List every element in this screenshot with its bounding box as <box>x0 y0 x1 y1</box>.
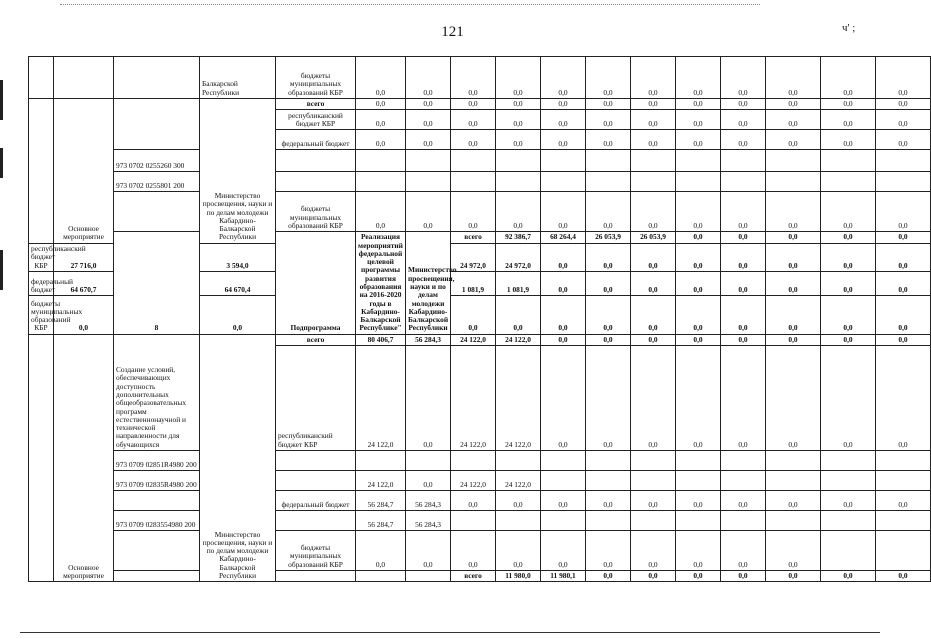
value-cell: 0,0 <box>496 110 541 130</box>
value-cell: 0,0 <box>676 243 721 271</box>
num-cell: 8 <box>114 232 200 334</box>
value-cell: 0,0 <box>496 99 541 110</box>
value-cell: 0,0 <box>766 490 821 510</box>
value-cell: 0,0 <box>451 110 496 130</box>
value-cell <box>496 172 541 192</box>
value-cell: 0,0 <box>541 243 586 271</box>
value-cell <box>356 172 406 192</box>
value-cell: 0,0 <box>541 334 586 345</box>
value-cell: 0,0 <box>586 243 631 271</box>
table-row <box>29 192 931 232</box>
value-cell: 0,0 <box>54 296 114 335</box>
value-cell: 0,0 <box>541 192 586 232</box>
source-cell: всего <box>451 570 496 581</box>
table-cell <box>114 192 200 232</box>
table-cell <box>29 57 54 99</box>
value-cell: 0,0 <box>406 345 451 450</box>
table-cell <box>276 510 356 530</box>
value-cell: 0,0 <box>821 130 876 150</box>
table-cell <box>406 570 451 581</box>
value-cell: 0,0 <box>876 490 931 510</box>
value-cell: 0,0 <box>356 110 406 130</box>
value-cell: 0,0 <box>721 271 766 295</box>
table-row <box>29 450 931 470</box>
value-cell <box>406 172 451 192</box>
value-cell: 0,0 <box>676 99 721 110</box>
value-cell: 0,0 <box>451 192 496 232</box>
value-cell: 0,0 <box>821 243 876 271</box>
value-cell: 0,0 <box>586 271 631 295</box>
value-cell: 0,0 <box>766 130 821 150</box>
value-cell: 0,0 <box>821 57 876 99</box>
value-cell: 0,0 <box>586 530 631 570</box>
value-cell: 24 122,0 <box>496 334 541 345</box>
value-cell: 0,0 <box>821 490 876 510</box>
value-cell: 0,0 <box>406 192 451 232</box>
value-cell <box>631 150 676 172</box>
value-cell <box>676 450 721 470</box>
binder-mark <box>0 148 3 178</box>
value-cell <box>821 510 876 530</box>
value-cell <box>721 470 766 490</box>
value-cell <box>721 510 766 530</box>
value-cell: 0,0 <box>586 570 631 581</box>
value-cell: 0,0 <box>876 243 931 271</box>
value-cell <box>541 450 586 470</box>
executor-cell: Министерство просвещения, науки и по делам молодежи Кабардино-Балкарской Республики <box>200 334 276 582</box>
type-cell: Подпрограмма <box>276 232 356 334</box>
source-cell: республиканский бюджет КБР <box>29 243 54 271</box>
value-cell: 0,0 <box>631 490 676 510</box>
table-cell <box>276 172 356 192</box>
value-cell: 0,0 <box>631 271 676 295</box>
value-cell: 0,0 <box>406 470 451 490</box>
value-cell <box>356 150 406 172</box>
value-cell: 0,0 <box>631 110 676 130</box>
executor-cell: Министерство просвещения, науки и по делам молодежи Кабардино-Балкарской Республики <box>200 99 276 244</box>
value-cell: 0,0 <box>496 57 541 99</box>
value-cell: 0,0 <box>766 110 821 130</box>
value-cell: 0,0 <box>676 345 721 450</box>
value-cell <box>586 172 631 192</box>
value-cell: 0,0 <box>721 570 766 581</box>
value-cell <box>876 172 931 192</box>
table-row <box>29 334 931 345</box>
value-cell: 0,0 <box>541 110 586 130</box>
value-cell: 0,0 <box>676 57 721 99</box>
value-cell: 0,0 <box>631 334 676 345</box>
value-cell: 0,0 <box>766 296 821 335</box>
table-cell <box>54 57 114 99</box>
value-cell <box>876 150 931 172</box>
value-cell: 0,0 <box>766 570 821 581</box>
name-cell: Создание условий, обеспечивающих доступность дополнительных общеобразовательных программ естественнонаучной и технической направленности для обучающихся <box>114 334 200 450</box>
value-cell <box>766 510 821 530</box>
value-cell: 0,0 <box>676 271 721 295</box>
value-cell <box>766 450 821 470</box>
value-cell: 0,0 <box>766 271 821 295</box>
value-cell: 0,0 <box>766 334 821 345</box>
value-cell: 56 284,7 <box>356 490 406 510</box>
value-cell: 0,0 <box>541 99 586 110</box>
value-cell: 0,0 <box>821 345 876 450</box>
value-cell: 24 122,0 <box>451 470 496 490</box>
bottom-scan-line <box>20 632 880 633</box>
value-cell <box>356 450 406 470</box>
value-cell: 0,0 <box>631 130 676 150</box>
value-cell: 0,0 <box>676 530 721 570</box>
source-cell: всего <box>276 99 356 110</box>
value-cell: 0,0 <box>451 490 496 510</box>
value-cell <box>451 172 496 192</box>
value-cell: 0,0 <box>766 345 821 450</box>
value-cell <box>541 150 586 172</box>
value-cell: 1 081,9 <box>451 271 496 295</box>
table-cell <box>276 450 356 470</box>
value-cell: 0,0 <box>631 192 676 232</box>
value-cell <box>876 510 931 530</box>
value-cell: 0,0 <box>541 130 586 150</box>
value-cell: 56 284,3 <box>406 334 451 345</box>
value-cell <box>766 172 821 192</box>
value-cell <box>721 172 766 192</box>
value-cell: 0,0 <box>721 345 766 450</box>
value-cell: 0,0 <box>676 130 721 150</box>
value-cell: 26 053,9 <box>631 232 676 243</box>
value-cell: 0,0 <box>406 110 451 130</box>
value-cell: 0,0 <box>766 99 821 110</box>
code-cell: 973 0709 02851R4980 200 <box>114 450 200 470</box>
value-cell <box>676 470 721 490</box>
value-cell: 0,0 <box>876 232 931 243</box>
value-cell <box>451 510 496 530</box>
value-cell: 0,0 <box>676 570 721 581</box>
table-cell <box>114 99 200 150</box>
value-cell <box>541 510 586 530</box>
value-cell: 0,0 <box>356 530 406 570</box>
table-cell <box>114 570 200 581</box>
value-cell: 0,0 <box>586 192 631 232</box>
code-cell: 973 0702 0255801 200 <box>114 172 200 192</box>
value-cell <box>821 172 876 192</box>
value-cell <box>766 150 821 172</box>
value-cell: 0,0 <box>541 296 586 335</box>
value-cell: 1 081,9 <box>496 271 541 295</box>
table-cell <box>276 470 356 490</box>
value-cell: 92 386,7 <box>496 232 541 243</box>
source-cell: бюджеты муниципальных образований КБР <box>276 530 356 570</box>
value-cell <box>586 510 631 530</box>
value-cell: 0,0 <box>876 334 931 345</box>
value-cell <box>586 450 631 470</box>
value-cell: 0,0 <box>496 490 541 510</box>
value-cell: 24 122,0 <box>451 345 496 450</box>
source-cell: всего <box>451 232 496 243</box>
value-cell: 56 284,3 <box>406 510 451 530</box>
value-cell: 24 122,0 <box>356 470 406 490</box>
value-cell <box>721 150 766 172</box>
value-cell <box>451 150 496 172</box>
value-cell: 0,0 <box>406 99 451 110</box>
table-row <box>29 510 931 530</box>
value-cell: 0,0 <box>766 243 821 271</box>
value-cell: 0,0 <box>766 530 821 570</box>
value-cell: 24 122,0 <box>356 345 406 450</box>
executor-cell: Министерство просвещения, науки и по делам молодежи Кабардино-Балкарской Республики <box>406 232 451 334</box>
source-cell: федеральный бюджет <box>276 490 356 510</box>
value-cell: 0,0 <box>821 570 876 581</box>
value-cell: 0,0 <box>356 99 406 110</box>
table-cell <box>29 99 54 244</box>
value-cell: 24 122,0 <box>496 470 541 490</box>
value-cell: 0,0 <box>721 490 766 510</box>
value-cell: 0,0 <box>631 57 676 99</box>
value-cell: 0,0 <box>876 271 931 295</box>
source-cell: федеральный бюджет <box>29 271 54 295</box>
table-cell <box>356 570 406 581</box>
table-cell <box>29 334 54 582</box>
source-cell: всего <box>276 334 356 345</box>
code-cell: 973 0709 02835R4980 200 <box>114 470 200 490</box>
value-cell <box>676 510 721 530</box>
value-cell: 0,0 <box>496 530 541 570</box>
value-cell: 0,0 <box>631 99 676 110</box>
value-cell: 56 284,7 <box>356 510 406 530</box>
value-cell <box>766 470 821 490</box>
value-cell: 0,0 <box>451 530 496 570</box>
value-cell: 0,0 <box>586 99 631 110</box>
value-cell: 0,0 <box>721 243 766 271</box>
value-cell: 80 406,7 <box>356 334 406 345</box>
value-cell: 0,0 <box>356 130 406 150</box>
value-cell <box>586 150 631 172</box>
value-cell: 0,0 <box>586 57 631 99</box>
value-cell: 0,0 <box>406 57 451 99</box>
value-cell: 0,0 <box>676 192 721 232</box>
type-cell: Основное мероприятие <box>54 99 114 244</box>
value-cell: 0,0 <box>876 110 931 130</box>
value-cell: 0,0 <box>676 296 721 335</box>
value-cell <box>721 450 766 470</box>
table-cell <box>114 57 200 99</box>
table-row <box>29 570 931 581</box>
value-cell <box>676 172 721 192</box>
value-cell: 24 972,0 <box>451 243 496 271</box>
binder-mark <box>0 250 3 290</box>
page-number: 121 <box>441 24 464 40</box>
value-cell: 0,0 <box>766 57 821 99</box>
value-cell: 0,0 <box>406 130 451 150</box>
table-row <box>29 150 931 172</box>
value-cell: 0,0 <box>631 570 676 581</box>
value-cell: 0,0 <box>200 296 276 335</box>
value-cell: 0,0 <box>821 99 876 110</box>
value-cell: 0,0 <box>876 345 931 450</box>
value-cell: 0,0 <box>721 334 766 345</box>
value-cell: 3 594,0 <box>200 243 276 271</box>
value-cell: 0,0 <box>631 243 676 271</box>
value-cell: 11 980,1 <box>541 570 586 581</box>
value-cell: 24 122,0 <box>496 345 541 450</box>
value-cell: 0,0 <box>451 99 496 110</box>
value-cell: 0,0 <box>451 130 496 150</box>
value-cell: 0,0 <box>876 192 931 232</box>
value-cell <box>631 470 676 490</box>
table-cell <box>114 490 200 510</box>
value-cell: 0,0 <box>721 110 766 130</box>
table-cell <box>276 570 356 581</box>
value-cell <box>631 172 676 192</box>
value-cell: 0,0 <box>876 99 931 110</box>
value-cell: 0,0 <box>876 57 931 99</box>
value-cell: 0,0 <box>356 57 406 99</box>
value-cell: 68 264,4 <box>541 232 586 243</box>
value-cell: 64 670,7 <box>54 271 114 295</box>
value-cell: 0,0 <box>676 334 721 345</box>
value-cell: 0,0 <box>821 192 876 232</box>
value-cell: 0,0 <box>676 110 721 130</box>
value-cell: 0,0 <box>721 232 766 243</box>
value-cell <box>821 530 876 570</box>
type-cell: Основное мероприятие <box>54 334 114 582</box>
value-cell: 0,0 <box>586 110 631 130</box>
value-cell: 24 122,0 <box>451 334 496 345</box>
value-cell: 24 972,0 <box>496 243 541 271</box>
source-cell: бюджеты муниципальных образований КБР <box>29 296 54 335</box>
table-row <box>29 470 931 490</box>
value-cell: 0,0 <box>541 490 586 510</box>
value-cell: 0,0 <box>721 130 766 150</box>
value-cell: 0,0 <box>721 99 766 110</box>
value-cell: 0,0 <box>451 296 496 335</box>
value-cell: 0,0 <box>496 296 541 335</box>
value-cell: 0,0 <box>676 490 721 510</box>
value-cell: 0,0 <box>356 192 406 232</box>
value-cell: 0,0 <box>541 530 586 570</box>
value-cell: 0,0 <box>631 530 676 570</box>
value-cell <box>876 530 931 570</box>
value-cell <box>631 510 676 530</box>
value-cell: 0,0 <box>821 296 876 335</box>
code-cell: 973 0702 0255260 300 <box>114 150 200 172</box>
value-cell <box>676 150 721 172</box>
value-cell: 0,0 <box>721 296 766 335</box>
value-cell <box>496 510 541 530</box>
value-cell: 0,0 <box>766 192 821 232</box>
value-cell <box>541 172 586 192</box>
value-cell: 0,0 <box>586 130 631 150</box>
value-cell <box>631 450 676 470</box>
table-cell <box>114 530 200 570</box>
value-cell: 0,0 <box>876 130 931 150</box>
source-cell: федеральный бюджет <box>276 130 356 150</box>
name-cell: Реализация мероприятий федеральной целевой программы развития образования на 2016-2020 годы в Кабардино-Балкарской Республике" <box>356 232 406 334</box>
value-cell: 0,0 <box>876 570 931 581</box>
binder-mark <box>0 80 3 120</box>
value-cell <box>821 450 876 470</box>
value-cell: 64 670,4 <box>200 271 276 295</box>
value-cell <box>586 470 631 490</box>
value-cell: 0,0 <box>876 296 931 335</box>
table-cell <box>276 150 356 172</box>
table-row <box>29 530 931 570</box>
value-cell: 0,0 <box>721 57 766 99</box>
value-cell: 0,0 <box>821 271 876 295</box>
value-cell <box>876 470 931 490</box>
value-cell: 0,0 <box>541 345 586 450</box>
value-cell <box>541 470 586 490</box>
value-cell <box>406 450 451 470</box>
value-cell: 0,0 <box>541 271 586 295</box>
value-cell: 0,0 <box>631 296 676 335</box>
value-cell <box>496 450 541 470</box>
value-cell: 0,0 <box>821 110 876 130</box>
value-cell: 0,0 <box>406 530 451 570</box>
corner-marks: ч' ; <box>842 22 856 34</box>
table-row <box>29 99 931 110</box>
value-cell: 0,0 <box>496 130 541 150</box>
value-cell <box>496 150 541 172</box>
value-cell: 0,0 <box>541 57 586 99</box>
value-cell: 27 716,0 <box>54 243 114 271</box>
value-cell: 0,0 <box>586 490 631 510</box>
table-row <box>29 172 931 192</box>
value-cell <box>876 450 931 470</box>
source-cell: республиканский бюджет КБР <box>276 110 356 130</box>
table-row <box>29 57 931 99</box>
table-row <box>29 232 931 243</box>
value-cell: 0,0 <box>721 192 766 232</box>
value-cell: 0,0 <box>631 345 676 450</box>
budget-table <box>28 56 931 582</box>
value-cell <box>821 150 876 172</box>
table-row <box>29 490 931 510</box>
value-cell: 0,0 <box>586 345 631 450</box>
executor-cell: Балкарской Республики <box>200 57 276 99</box>
value-cell: 26 053,9 <box>586 232 631 243</box>
value-cell: 0,0 <box>821 334 876 345</box>
code-cell: 973 0709 0283554980 200 <box>114 510 200 530</box>
source-cell: бюджеты муниципальных образований КБР <box>276 192 356 232</box>
source-cell: республиканский бюджет КБР <box>276 345 356 450</box>
top-scan-line <box>60 0 760 5</box>
value-cell: 0,0 <box>586 296 631 335</box>
value-cell: 56 284,3 <box>406 490 451 510</box>
value-cell: 0,0 <box>766 232 821 243</box>
value-cell: 11 980,0 <box>496 570 541 581</box>
value-cell: 0,0 <box>496 192 541 232</box>
value-cell: 0,0 <box>821 232 876 243</box>
value-cell <box>451 450 496 470</box>
value-cell: 0,0 <box>676 232 721 243</box>
value-cell <box>821 470 876 490</box>
value-cell <box>406 150 451 172</box>
value-cell: 0,0 <box>586 334 631 345</box>
value-cell: 0,0 <box>721 530 766 570</box>
value-cell: 0,0 <box>451 57 496 99</box>
source-cell: бюджеты муниципальных образований КБР <box>276 57 356 99</box>
